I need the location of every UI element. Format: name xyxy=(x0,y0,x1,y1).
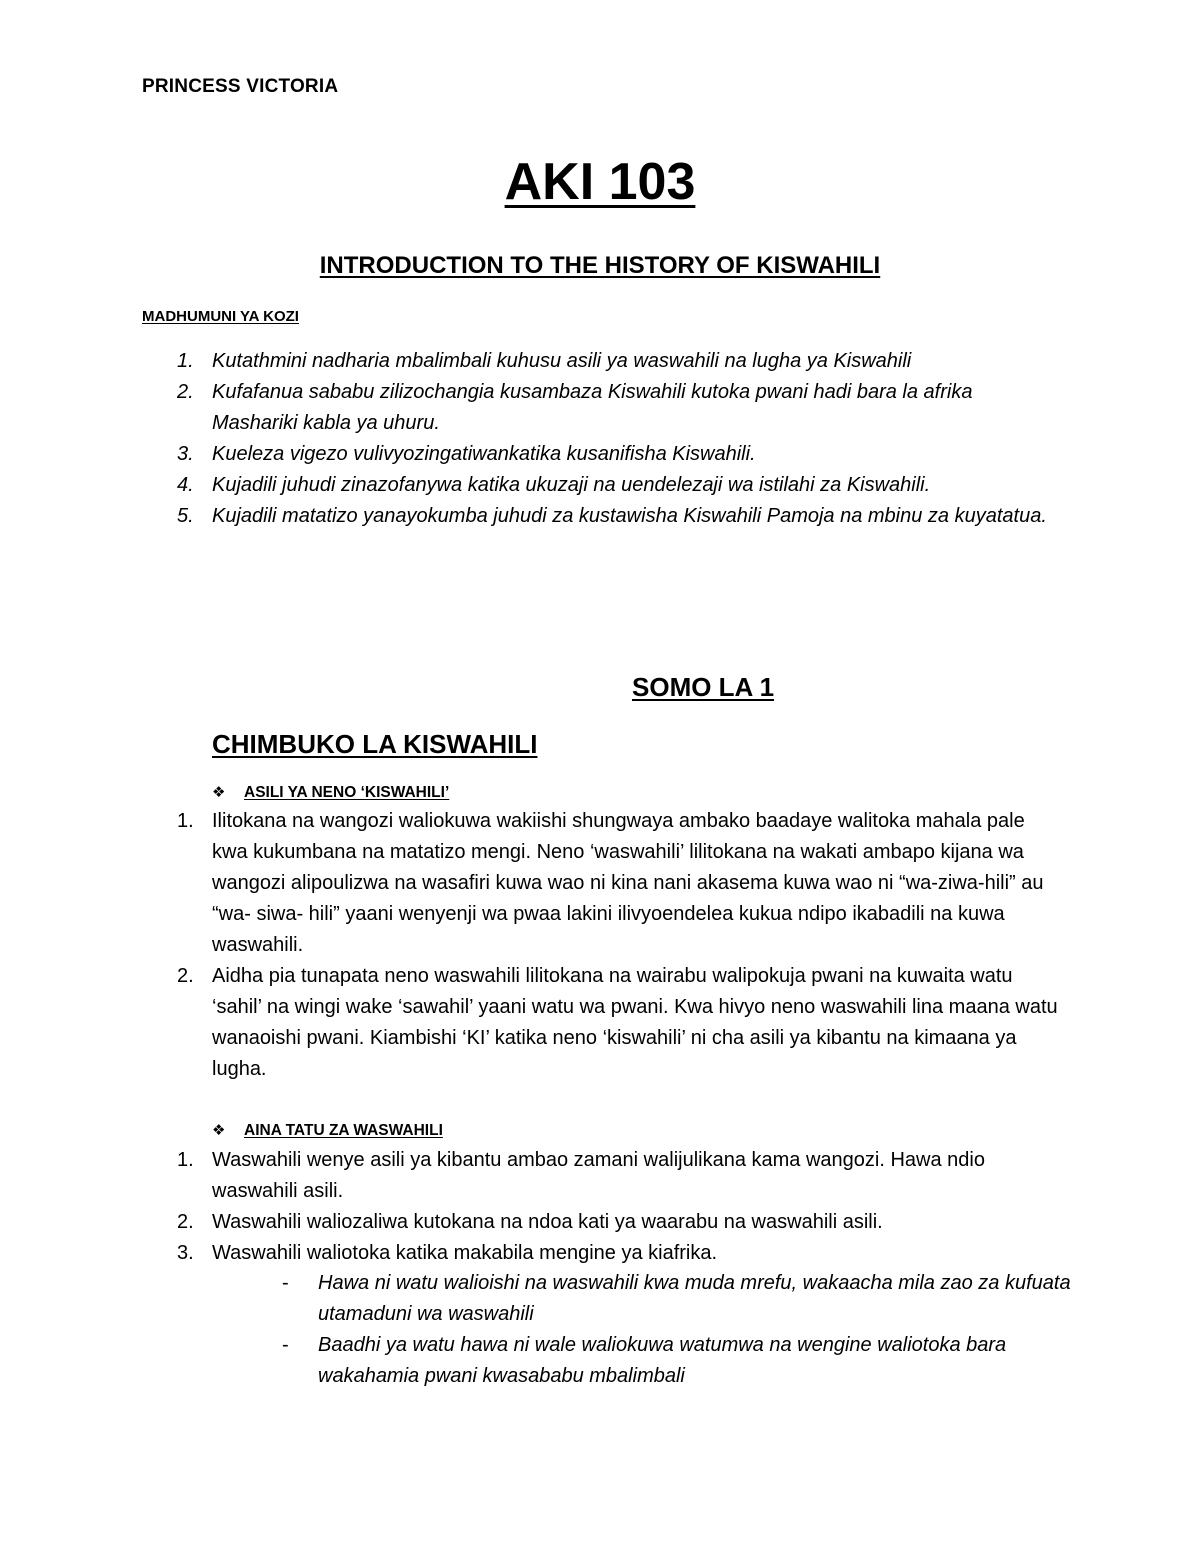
list-item-text: Kujadili matatizo yanayokumba juhudi za kustawisha Kiswahili Pamoja na mbinu za kuyatatua. xyxy=(212,505,1047,527)
list-item xyxy=(142,1145,1062,1207)
list-number: 2. xyxy=(177,381,194,403)
list-item-text: Aidha pia tunapata neno waswahili lilitokana na wairabu walipokuja pwani na kuwaita watu ‘sahil’ na wingi wake ‘sawahil’ yaani watu wa pwani. Kwa hivyo neno waswahili lina maana watu wanaoishi pwani. Kiambishi ‘KI’ katika neno ‘kiswahili’ ni cha asili ya kibantu na kimaana ya lugha. xyxy=(212,965,1058,1080)
list-item-text: Kueleza vigezo vulivyozingatiwankatika kusanifisha Kiswahili. xyxy=(212,443,756,465)
list-item-text: Waswahili wenye asili ya kibantu ambao zamani walijulikana kama wangozi. Hawa ndio waswahili asili. xyxy=(212,1149,985,1202)
author-name: PRINCESS VICTORIA xyxy=(142,76,339,97)
section-heading-asili xyxy=(212,783,449,802)
course-title: INTRODUCTION TO THE HISTORY OF KISWAHILI xyxy=(319,252,881,279)
list-number: 1. xyxy=(177,1149,194,1171)
note-item-text: Hawa ni watu walioishi na waswahili kwa muda mrefu, wakaacha mila zao za kufuata utamaduni wa waswahili xyxy=(318,1272,1071,1325)
list-number: 1. xyxy=(177,350,194,372)
diamond-bullet-icon: ❖ xyxy=(212,784,226,801)
aina-notes-list xyxy=(282,1268,1072,1392)
list-item-text: Kutathmini nadharia mbalimbali kuhusu asili ya waswahili na lugha ya Kiswahili xyxy=(212,350,912,372)
objectives-list xyxy=(142,346,1052,532)
list-number: 4. xyxy=(177,474,194,496)
list-item xyxy=(142,439,1052,470)
note-item xyxy=(282,1268,1072,1330)
diamond-bullet-icon: ❖ xyxy=(212,1122,226,1139)
list-item-text: Kufafanua sababu zilizochangia kusambaza Kiswahili kutoka pwani hadi bara la afrika Mashariki kabla ya uhuru. xyxy=(212,381,973,434)
aina-list xyxy=(142,1145,1062,1269)
dash-bullet: - xyxy=(282,1334,289,1356)
list-number: 1. xyxy=(177,810,194,832)
list-item xyxy=(142,346,1052,377)
list-number: 3. xyxy=(177,443,194,465)
list-number: 2. xyxy=(177,1211,194,1233)
lesson-number-heading: SOMO LA 1 xyxy=(632,672,775,702)
list-item xyxy=(142,377,1052,439)
list-item-text: Kujadili juhudi zinazofanywa katika ukuzaji na uendelezaji wa istilahi za Kiswahili. xyxy=(212,474,931,496)
section-heading-text: AINA TATU ZA WASWAHILI xyxy=(244,1122,443,1139)
list-number: 5. xyxy=(177,505,194,527)
section-heading-aina xyxy=(212,1121,443,1140)
course-code-title: AKI 103 xyxy=(504,153,696,211)
objectives-heading: MADHUMUNI YA KOZI xyxy=(142,308,299,325)
list-number: 3. xyxy=(177,1242,194,1264)
list-item xyxy=(142,470,1052,501)
dash-bullet: - xyxy=(282,1272,289,1294)
list-item xyxy=(142,1207,1062,1238)
list-item xyxy=(142,961,1062,1085)
note-item-text: Baadhi ya watu hawa ni wale waliokuwa watumwa na wengine waliotoka bara wakahamia pwani kwasababu mbalimbali xyxy=(318,1334,1007,1387)
note-item xyxy=(282,1330,1072,1392)
list-item xyxy=(142,501,1052,532)
lesson-title: CHIMBUKO LA KISWAHILI xyxy=(212,729,538,759)
section-heading-text: ASILI YA NENO ‘KISWAHILI’ xyxy=(244,784,450,801)
list-item xyxy=(142,806,1062,961)
asili-list xyxy=(142,806,1062,1085)
list-item-text: Waswahili waliotoka katika makabila mengine ya kiafrika. xyxy=(212,1242,718,1264)
list-item-text: Waswahili waliozaliwa kutokana na ndoa kati ya waarabu na waswahili asili. xyxy=(212,1211,883,1233)
list-item xyxy=(142,1238,1062,1269)
list-item-text: Ilitokana na wangozi waliokuwa wakiishi shungwaya ambako baadaye walitoka mahala pale kwa kukumbana na matatizo mengi. Neno ‘waswahili’ lilitokana na wakati ambapo kijana wa wangozi alipoulizwa na wasafiri kuwa wao ni kina nani akasema kuwa wao ni “wa-ziwa-hili” au “wa- siwa- hili” yaani wenyenji wa pwaa lakini ilivyoendelea kukua ndipo ikabadili na kuwa waswahili. xyxy=(212,810,1044,956)
list-number: 2. xyxy=(177,965,194,987)
